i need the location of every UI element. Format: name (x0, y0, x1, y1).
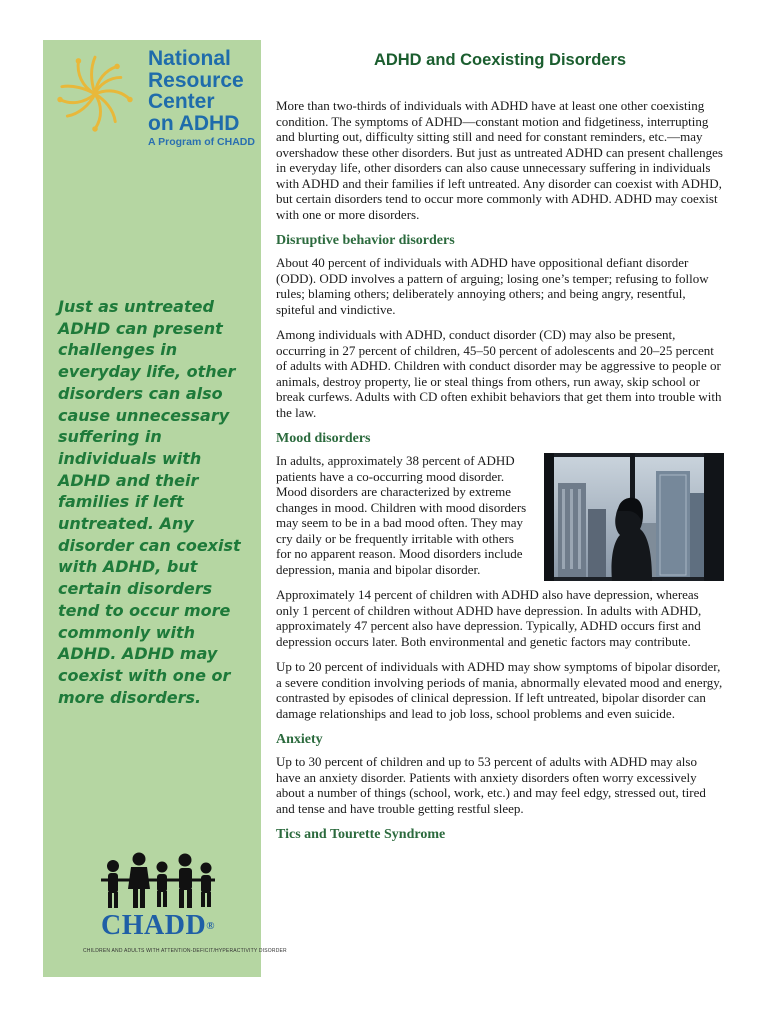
nrc-logo[interactable] (47, 44, 259, 154)
logo-tagline: A Program of CHADD (148, 136, 255, 148)
article-body (276, 98, 724, 849)
section-heading-anxiety: Anxiety (276, 732, 323, 747)
page-title: ADHD and Coexisting Disorders (373, 51, 627, 69)
family-figures-icon (95, 852, 221, 910)
pull-quote: Just as untreated ADHD can present challenges in everyday life, other disorders can also cause unnecessary suffering in individuals with ADHD and their families if left untreated. Any disorder can coexist with ADHD, but certain disorders tend to occur more commonly with ADHD. ADHD may coexist with one or more disorders. (58, 297, 241, 707)
sunburst-logo-icon (49, 48, 141, 140)
paragraph: Up to 30 percent of children and up to 53 percent of adults with ADHD may also have an anxiety disorder. Patients with anxiety disorders often worry excessively about a number of things (school, work, etc.) and may feel edgy, stressed out, tired and tense and have trouble getting restful sleep. (276, 754, 706, 816)
paragraph: Up to 20 percent of individuals with ADHD may show symptoms of bipolar disorder, a severe condition involving periods of mania, abnormally elevated mood and energy, contrasted by episodes of clinical depression. If left untreated, bipolar disorder can damage relationships and lead to job loss, school problems and even suicide. (276, 659, 723, 721)
logo-line: on ADHD (148, 111, 240, 135)
logo-wordmark (148, 48, 255, 148)
chadd-wordmark: CHADD® (101, 910, 215, 941)
intro-paragraph: More than two-thirds of individuals with ADHD have at least one other coexisting condition. The symptoms of ADHD—constant motion and fidgetiness, interrupting and blurting out, difficulty sitting still and need for constant reminders, etc.—may overshadow these other disorders. But just as untreated ADHD can present challenges in everyday life, other disorders can also cause unnecessary suffering in individuals with ADHD and their families if left untreated. Any disorder can coexist with ADHD, but certain disorders tend to occur more commonly with ADHD. ADHD may coexist with one or more disorders. (276, 98, 723, 222)
chadd-tagline: CHILDREN AND ADULTS WITH ATTENTION-DEFICIT/HYPERACTIVITY DISORDER (83, 948, 287, 954)
logo-line: Resource (148, 68, 244, 92)
logo-line: Center (148, 90, 215, 113)
section-heading-mood: Mood disorders (276, 431, 371, 446)
paragraph: About 40 percent of individuals with ADHD have oppositional defiant disorder (ODD). ODD involves a pattern of arguing; losing one’s temper; refusing to follow rules; blaming others; deliberately annoying others; and being angry, resentful, spiteful and vindictive. (276, 255, 709, 317)
woman-window-photo (544, 453, 724, 581)
chadd-logo[interactable] (83, 852, 287, 972)
paragraph: In adults, approximately 38 percent of ADHD patients have a co-occurring mood disorder. Mood disorders are characterized by extreme changes in mood. Children with mood disorders may seem to be in a bad mood often. They may cry daily or be frequently irritable with others for no apparent reason. Mood disorders include depression, mania and bipolar disorder. (276, 453, 527, 577)
sidebar (43, 40, 287, 977)
paragraph: Among individuals with ADHD, conduct disorder (CD) may also be present, occurring in 27 percent of children, 45–50 percent of adolescents and 20–25 percent of adults with ADHD. Children with conduct disorder may be aggressive to people or animals, destroy property, lie or steal things from others, run away, skip school or break curfews. Adults with CD often exhibit behaviors that get them into trouble with the law. (276, 327, 722, 420)
section-heading-disruptive: Disruptive behavior disorders (276, 233, 455, 248)
section-heading-tics: Tics and Tourette Syndrome (276, 827, 446, 842)
logo-line: National (148, 47, 231, 70)
paragraph: Approximately 14 percent of children with ADHD also have depression, whereas only 1 percent of children without ADHD have depression. In adults with ADHD, approximately 47 percent also have depression. Typically, ADHD occurs first and depression occurs later. Both environmental and genetic factors may contribute. (276, 587, 702, 649)
